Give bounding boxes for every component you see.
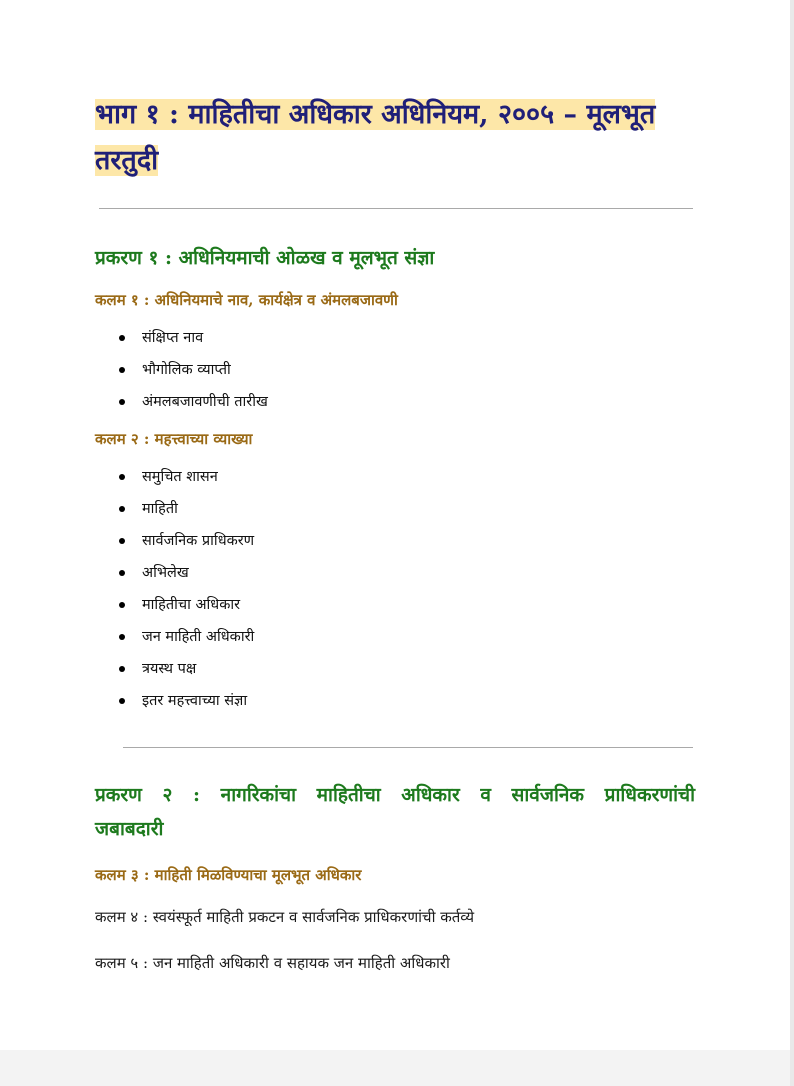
list-item-text: जन माहिती अधिकारी xyxy=(142,629,255,645)
bullet-icon xyxy=(119,698,125,704)
list-item xyxy=(95,360,695,380)
part-heading xyxy=(95,92,695,184)
list-item-text: अभिलेख xyxy=(142,565,189,581)
list-item xyxy=(95,499,695,519)
divider-2 xyxy=(123,747,693,748)
section-2-list xyxy=(95,467,695,711)
page-edge-scrollbar[interactable] xyxy=(790,0,794,1086)
bullet-icon xyxy=(119,399,125,405)
list-item xyxy=(95,563,695,583)
bullet-icon xyxy=(119,634,125,640)
list-item-text: भौगोलिक व्याप्ती xyxy=(142,362,231,378)
bullet-icon xyxy=(119,335,125,341)
section-3-heading: कलम ३ : माहिती मिळविण्याचा मूलभूत अधिकार xyxy=(95,866,362,884)
list-item xyxy=(95,691,695,711)
list-item xyxy=(95,659,695,679)
section-5-heading: कलम ५ : जन माहिती अधिकारी व सहायक जन माहिती अधिकारी xyxy=(95,954,450,972)
list-item-text: समुचित शासन xyxy=(142,469,218,485)
section-2-heading: कलम २ : महत्त्वाच्या व्याख्या xyxy=(95,430,253,448)
bullet-icon xyxy=(119,538,125,544)
section-1-heading: कलम १ : अधिनियमाचे नाव, कार्यक्षेत्र व अंमलबजावणी xyxy=(95,291,398,309)
list-item-text: अंमलबजावणीची तारीख xyxy=(142,394,268,410)
divider-1 xyxy=(99,208,693,209)
section-1-list xyxy=(95,328,695,412)
bullet-icon xyxy=(119,367,125,373)
chapter-2-heading: प्रकरण २ : नागरिकांचा माहितीचा अधिकार व सार्वजनिक प्राधिकरणांची जबाबदारी xyxy=(95,784,695,840)
list-item-text: माहिती xyxy=(142,501,178,517)
bullet-icon xyxy=(119,570,125,576)
part-heading-text: भाग १ : माहितीचा अधिकार अधिनियम, २००५ – मूलभूत तरतुदी xyxy=(95,99,656,176)
bullet-icon xyxy=(119,666,125,672)
document-content xyxy=(95,92,695,975)
list-item xyxy=(95,627,695,647)
chapter-1-heading: प्रकरण १ : अधिनियमाची ओळख व मूलभूत संज्ञा xyxy=(95,247,435,269)
list-item xyxy=(95,595,695,615)
list-item-text: माहितीचा अधिकार xyxy=(142,597,241,613)
list-item-text: सार्वजनिक प्राधिकरण xyxy=(142,533,255,549)
list-item-text: संक्षिप्त नाव xyxy=(142,330,204,346)
list-item-text: इतर महत्त्वाच्या संज्ञा xyxy=(142,693,248,709)
list-item xyxy=(95,467,695,487)
list-item-text: त्रयस्थ पक्ष xyxy=(142,661,197,677)
bullet-icon xyxy=(119,474,125,480)
bullet-icon xyxy=(119,602,125,608)
bullet-icon xyxy=(119,506,125,512)
list-item xyxy=(95,392,695,412)
section-4-heading: कलम ४ : स्वयंस्फूर्त माहिती प्रकटन व सार्वजनिक प्राधिकरणांची कर्तव्ये xyxy=(95,908,475,926)
list-item xyxy=(95,531,695,551)
list-item xyxy=(95,328,695,348)
